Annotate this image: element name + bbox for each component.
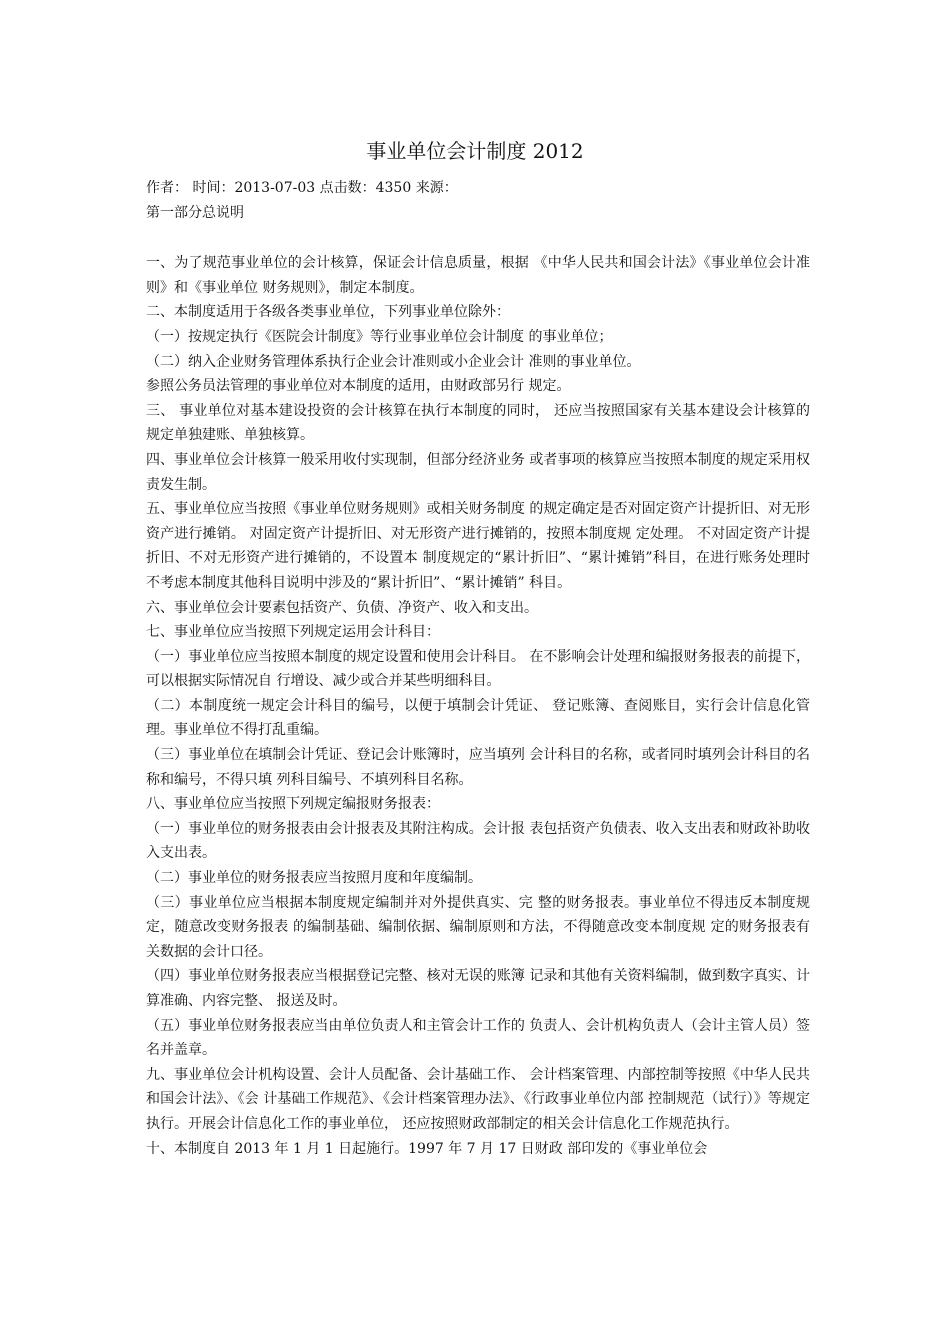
paragraph: （三）事业单位在填制会计凭证、登记会计账簿时，应当填列 会计科目的名称，或者同时填列会计科目的名称和编号，不得只填 列科目编号、不填列科目名称。 [146,747,810,788]
paragraph: （二）事业单位的财务报表应当按照月度和年度编制。 [146,870,482,887]
paragraph: 一、为了规范事业单位的会计核算，保证会计信息质量，根据 《中华人民共和国会计法》《事业单位会计准则》和《事业单位 财务规则》，制定本制度。 [146,255,810,296]
paragraph: （一）事业单位的财务报表由会计报表及其附注构成。会计报 表包括资产负债表、收入支出表和财政补助收入支出表。 [146,820,810,862]
document-title: 事业单位会计制度 2012 [366,139,584,163]
paragraph: （二）纳入企业财务管理体系执行企业会计准则或小企业会计 准则的事业单位。 [146,353,641,370]
part-heading: 第一部分总说明 [146,204,244,221]
paragraph: （五）事业单位财务报表应当由单位负责人和主管会计工作的 负责人、会计机构负责人（会计主管人员）签名并盖章。 [146,1017,810,1059]
paragraph: 三、 事业单位对基本建设投资的会计核算在执行本制度的同时， 还应当按照国家有关基本建设会计核算的规定单独建账、单独核算。 [146,402,810,444]
paragraph: （二）本制度统一规定会计科目的编号，以便于填制会计凭证、 登记账簿、查阅账目，实行会计信息化管理。事业单位不得打乱重编。 [146,697,810,739]
paragraph: 十、本制度自 2013 年 1 月 1 日起施行。1997 年 7 月 17 日财政 部印发的《事业单位会 [146,1140,708,1157]
paragraph: （三）事业单位应当根据本制度规定编制并对外提供真实、完 整的财务报表。事业单位不得违反本制度规定，随意改变财务报表 的编制基础、编制依据、编制原则和方法，不得随意改变本制度规 定的财务报表有关数据的会计口径。 [146,894,810,960]
paragraph: （一）事业单位应当按照本制度的规定设置和使用会计科目。 在不影响会计处理和编报财务报表的前提下，可以根据实际情况自 行增设、减少或合并某些明细科目。 [146,648,810,690]
document-body [146,176,810,1161]
paragraph: 七、事业单位应当按照下列规定运用会计科目： [146,624,440,641]
meta-line: 作者： 时间：2013-07-03 点击数：4350 来源： [146,180,458,196]
paragraph: 二、本制度适用于各级各类事业单位，下列事业单位除外： [146,304,510,321]
paragraph: （一）按规定执行《医院会计制度》等行业事业单位会计制度 的事业单位； [146,328,613,345]
paragraph: 四、事业单位会计核算一般采用收付实现制，但部分经济业务 或者事项的核算应当按照本制度的规定采用权责发生制。 [146,451,810,493]
paragraph: 五、事业单位应当按照《事业单位财务规则》或相关财务制度 的规定确定是否对固定资产计提折旧、对无形资产进行摊销。 对固定资产计提折旧、对无形资产进行摊销的，按照本制度规 定处理。 不对固定资产计提折旧、不对无形资产进行摊销的，不设置本 制度规定的“累计折旧”、“累计摊销”科目，在进行账务处理时 不考虑本制度其他科目说明中涉及的“累计折旧”、“累计摊销” 科目。 [146,501,810,591]
paragraph: 八、事业单位应当按照下列规定编报财务报表： [146,796,440,813]
paragraph: （四）事业单位财务报表应当根据登记完整、核对无误的账簿 记录和其他有关资料编制，做到数字真实、计算准确、内容完整、 报送及时。 [146,968,810,1009]
paragraph: 六、事业单位会计要素包括资产、负债、净资产、收入和支出。 [146,599,538,616]
paragraph: 参照公务员法管理的事业单位对本制度的适用，由财政部另行 规定。 [146,378,571,395]
blank-line [146,225,810,251]
paragraph: 九、事业单位会计机构设置、会计人员配备、会计基础工作、 会计档案管理、内部控制等按照《中华人民共和国会计法》、《会 计基础工作规范》、《会计档案管理办法》、《行政事业单位内部 控制规范（试行）》等规定执行。开展会计信息化工作的事业单位， 还应按照财政部制定的相关会计信息化工作规范执行。 [146,1066,810,1132]
